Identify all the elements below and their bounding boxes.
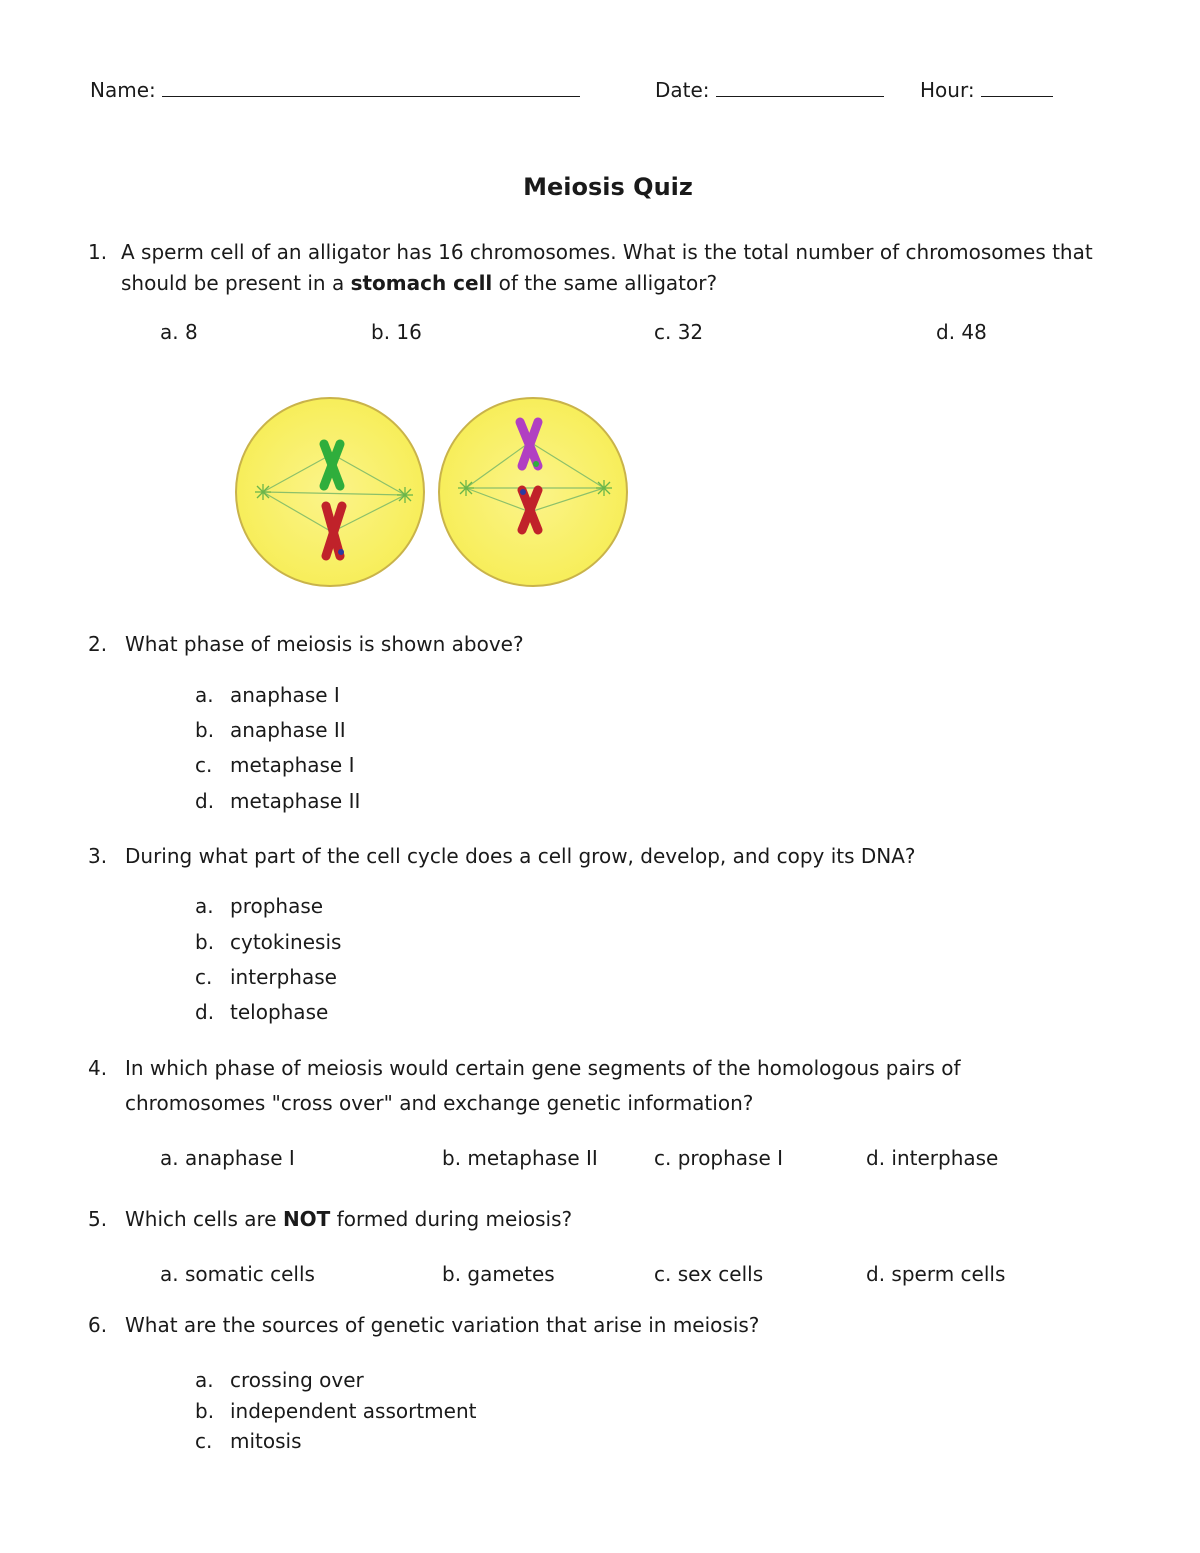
q3-number: 3. xyxy=(88,844,108,868)
q5-option-b[interactable]: b. gametes xyxy=(442,1262,555,1286)
q2-option-c[interactable]: metaphase I xyxy=(230,753,355,777)
name-label: Name: xyxy=(90,78,156,102)
q5-text-part1: Which cells are xyxy=(125,1207,283,1231)
q2-option-a-letter: a. xyxy=(195,683,214,707)
centriole-left-b xyxy=(397,487,413,503)
q1-text-part1: should be present in a xyxy=(121,271,351,295)
q2-option-c-letter: c. xyxy=(195,753,213,777)
q6-text: What are the sources of genetic variation that arise in meiosis? xyxy=(125,1313,760,1337)
date-label: Date: xyxy=(655,78,710,102)
q3-option-d-letter: d. xyxy=(195,1000,215,1024)
q2-option-b[interactable]: anaphase II xyxy=(230,718,346,742)
q4-option-a[interactable]: a. anaphase I xyxy=(160,1146,295,1170)
q5-option-a[interactable]: a. somatic cells xyxy=(160,1262,315,1286)
q1-option-a[interactable]: a. 8 xyxy=(160,320,198,344)
q6-option-a-letter: a. xyxy=(195,1368,214,1392)
page-title: Meiosis Quiz xyxy=(523,173,693,201)
hour-label: Hour: xyxy=(920,78,975,102)
q3-option-d[interactable]: telophase xyxy=(230,1000,329,1024)
cell-left xyxy=(236,398,424,586)
centriole-left-a xyxy=(255,484,271,500)
q3-option-b-letter: b. xyxy=(195,930,215,954)
meiosis-figure xyxy=(230,392,632,594)
q5-number: 5. xyxy=(88,1207,108,1231)
q3-option-c-letter: c. xyxy=(195,965,213,989)
q2-option-b-letter: b. xyxy=(195,718,215,742)
q6-option-a[interactable]: crossing over xyxy=(230,1368,364,1392)
q2-option-a[interactable]: anaphase I xyxy=(230,683,340,707)
q3-option-b[interactable]: cytokinesis xyxy=(230,930,342,954)
q2-text: What phase of meiosis is shown above? xyxy=(125,632,524,656)
q5-text xyxy=(125,1209,572,1229)
q2-option-d-letter: d. xyxy=(195,789,215,813)
q2-option-d[interactable]: metaphase II xyxy=(230,789,361,813)
q1-text-line2 xyxy=(121,273,717,293)
q5-option-c[interactable]: c. sex cells xyxy=(654,1262,764,1286)
q4-option-d[interactable]: d. interphase xyxy=(866,1146,999,1170)
q5-option-d[interactable]: d. sperm cells xyxy=(866,1262,1006,1286)
hour-blank[interactable] xyxy=(981,78,1053,97)
q1-number: 1. xyxy=(88,240,108,264)
q3-text: During what part of the cell cycle does a cell grow, develop, and copy its DNA? xyxy=(125,844,916,868)
q4-number: 4. xyxy=(88,1056,108,1080)
q1-text-bold: stomach cell xyxy=(350,271,493,295)
centriole-right-b xyxy=(596,480,612,496)
name-field xyxy=(90,78,580,100)
hour-field xyxy=(920,78,1053,100)
q1-text-line1: A sperm cell of an alligator has 16 chromosomes. What is the total number of chromosomes that xyxy=(121,240,1093,264)
q1-option-d[interactable]: d. 48 xyxy=(936,320,987,344)
q4-option-c[interactable]: c. prophase I xyxy=(654,1146,784,1170)
q3-option-a-letter: a. xyxy=(195,894,214,918)
name-blank[interactable] xyxy=(162,78,580,97)
q1-option-c[interactable]: c. 32 xyxy=(654,320,704,344)
q2-number: 2. xyxy=(88,632,108,656)
q3-option-c[interactable]: interphase xyxy=(230,965,337,989)
q6-number: 6. xyxy=(88,1313,108,1337)
q4-text-line1: In which phase of meiosis would certain gene segments of the homologous pairs of xyxy=(125,1056,961,1080)
q4-text-line2: chromosomes "cross over" and exchange genetic information? xyxy=(125,1091,754,1115)
q1-option-b[interactable]: b. 16 xyxy=(371,320,422,344)
q4-option-b[interactable]: b. metaphase II xyxy=(442,1146,598,1170)
cell-right xyxy=(439,398,627,586)
q3-option-a[interactable]: prophase xyxy=(230,894,324,918)
date-blank[interactable] xyxy=(716,78,884,97)
q6-option-c-letter: c. xyxy=(195,1429,213,1453)
q6-option-c[interactable]: mitosis xyxy=(230,1429,302,1453)
q5-text-bold: NOT xyxy=(282,1207,331,1231)
q5-text-part2: formed during meiosis? xyxy=(330,1207,573,1231)
centriole-right-a xyxy=(458,480,474,496)
q1-text-part2: of the same alligator? xyxy=(492,271,718,295)
q6-option-b[interactable]: independent assortment xyxy=(230,1399,477,1423)
q6-option-b-letter: b. xyxy=(195,1399,215,1423)
date-field xyxy=(655,78,884,100)
